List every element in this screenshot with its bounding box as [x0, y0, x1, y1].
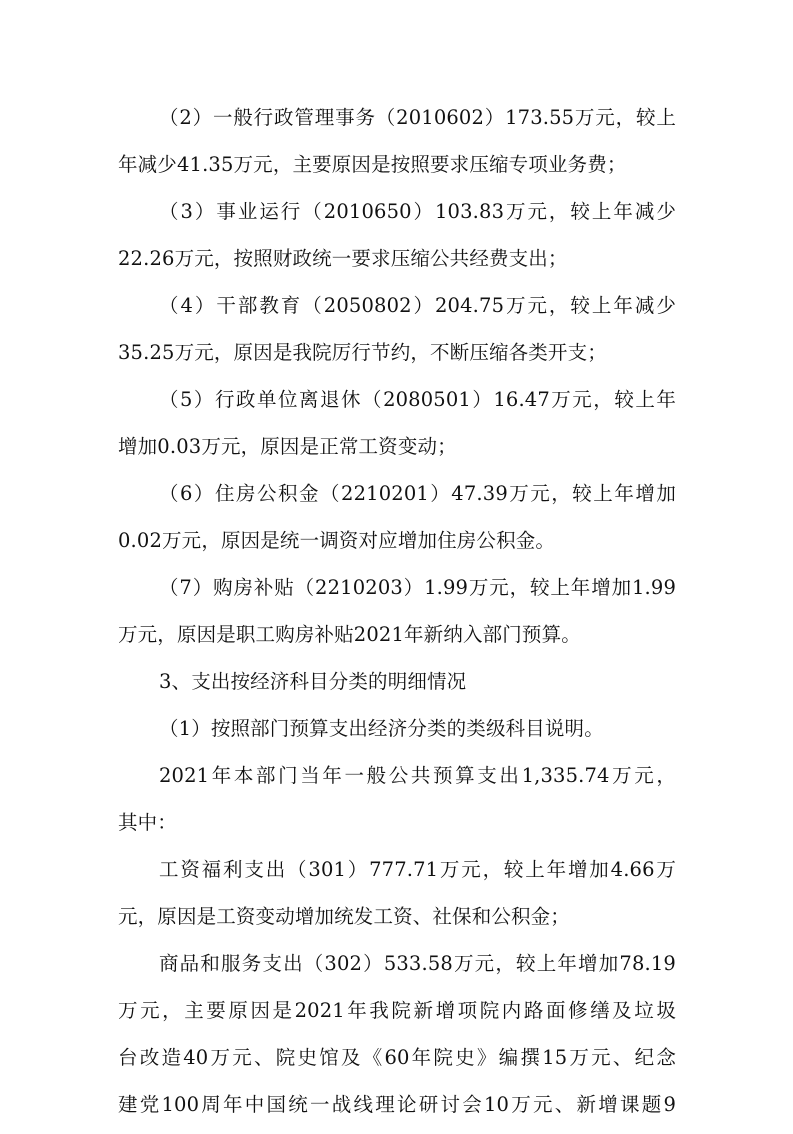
paragraph-line: 35.25万元，原因是我院厉行节约，不断压缩各类开支；: [118, 341, 607, 364]
paragraph-line: 年减少41.35万元，主要原因是按照要求压缩专项业务费；: [118, 153, 627, 176]
paragraph-line: （2）一般行政管理事务（2010602）173.55万元，较上: [159, 106, 676, 129]
paragraph-line: 其中：: [118, 811, 177, 834]
paragraph-line: 台改造40万元、院史馆及《60年院史》编撰15万元、纪念: [118, 1046, 676, 1069]
section-heading: 3、支出按经济科目分类的明细情况: [159, 670, 467, 693]
paragraph-line: 增加0.03万元，原因是正常工资变动；: [118, 435, 457, 458]
paragraph-line: 元，原因是工资变动增加统发工资、社保和公积金；: [118, 905, 570, 928]
paragraph-line: （4）干部教育（2050802）204.75万元，较上年减少: [159, 294, 676, 317]
paragraph-line: 万元，主要原因是2021年我院新增项院内路面修缮及垃圾: [118, 999, 676, 1022]
paragraph-line: 商品和服务支出（302）533.58万元，较上年增加78.19: [159, 952, 676, 975]
paragraph-line: 工资福利支出（301）777.71万元，较上年增加4.66万: [159, 858, 676, 881]
paragraph-line: （3）事业运行（2010650）103.83万元，较上年减少: [159, 200, 676, 223]
paragraph-line: 万元，原因是职工购房补贴2021年新纳入部门预算。: [118, 623, 581, 646]
paragraph-line: 2021年本部门当年一般公共预算支出1,335.74万元，: [159, 764, 676, 787]
subsection-heading: （1）按照部门预算支出经济分类的类级科目说明。: [159, 717, 604, 740]
paragraph-line: 22.26万元，按照财政统一要求压缩公共经费支出；: [118, 247, 568, 270]
body-text: [118, 100, 676, 1134]
paragraph-line: 建党100周年中国统一战线理论研讨会10万元、新增课题9: [118, 1093, 676, 1116]
paragraph-line: 0.02万元，原因是统一调资对应增加住房公积金。: [118, 529, 556, 552]
paragraph-line: （5）行政单位离退休（2080501）16.47万元，较上年: [159, 388, 676, 411]
paragraph-line: （6）住房公积金（2210201）47.39万元，较上年增加: [159, 482, 676, 505]
paragraph-line: （7）购房补贴（2210203）1.99万元，较上年增加1.99: [159, 576, 676, 599]
